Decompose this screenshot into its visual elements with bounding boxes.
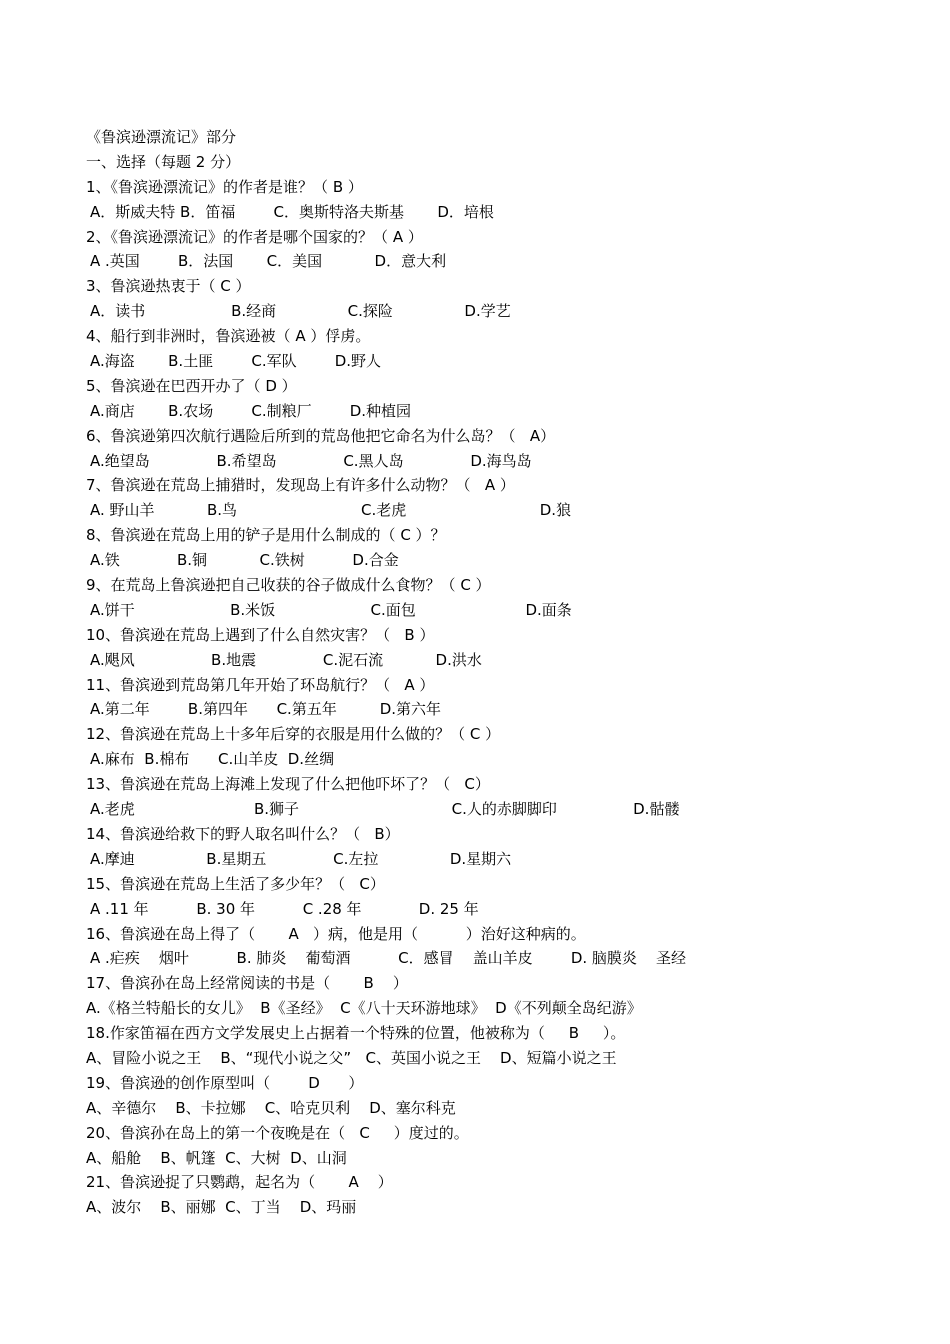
answer-options: A．读书 B.经商 C.探险 D.学艺: [90, 302, 511, 321]
answer-options: A.老虎 B.狮子 C.人的赤脚脚印 D.骷髅: [90, 800, 680, 819]
question-line: 3、鲁滨逊热衷于（ C ）: [86, 277, 251, 296]
answer-options: A.铁 B.铜 C.铁树 D.合金: [90, 551, 399, 570]
question-line: 15、鲁滨逊在荒岛上生活了多少年？（ C）: [86, 874, 385, 893]
question-line: 18.作家笛福在西方文学发展史上占据着一个特殊的位置，他被称为（ B ）。: [86, 1024, 626, 1043]
answer-options: A .疟疾 烟叶 B. 肺炎 葡萄酒 C．感冒 盖山羊皮 D. 脑膜炎 圣经: [90, 949, 686, 968]
answer-options: A. 野山羊 B.鸟 C.老虎 D.狼: [90, 501, 572, 520]
question-line: 1、《鲁滨逊漂流记》的作者是谁？（ B ）: [86, 177, 363, 196]
document-body: [86, 125, 896, 1220]
answer-options: A.麻布 B.棉布 C.山羊皮 D.丝绸: [90, 750, 335, 769]
question-line: A.《格兰特船长的女儿》 B《圣经》 C《八十天环游地球》 D《不列颠全岛纪游》: [86, 999, 642, 1018]
answer-options: A.第二年 B.第四年 C.第五年 D.第六年: [90, 700, 442, 719]
answer-options: A.海盗 B.土匪 C.军队 D.野人: [90, 352, 382, 371]
question-line: 7、鲁滨逊在荒岛上捕猎时，发现岛上有许多什么动物？（ A ）: [86, 476, 515, 495]
question-line: 9、在荒岛上鲁滨逊把自己收获的谷子做成什么食物？（ C ）: [86, 576, 491, 595]
section-heading: 一、选择（每题 2 分）: [86, 152, 241, 171]
question-line: A、冒险小说之王 B、“现代小说之父” C、英国小说之王 D、短篇小说之王: [86, 1048, 617, 1067]
answer-options: A.摩迪 B.星期五 C.左拉 D.星期六: [90, 849, 512, 868]
answer-options: A .11 年 B. 30 年 C .28 年 D. 25 年: [90, 899, 479, 918]
question-line: 20、鲁滨孙在岛上的第一个夜晚是在（ C ）度过的。: [86, 1123, 469, 1142]
question-line: 6、鲁滨逊第四次航行遇险后所到的荒岛他把它命名为什么岛？（ A）: [86, 426, 556, 445]
question-line: 16、鲁滨逊在岛上得了（ A ）病，他是用（ ）治好这种病的。: [86, 924, 586, 943]
document-title: 《鲁滨逊漂流记》部分: [86, 128, 237, 146]
question-line: 10、鲁滨逊在荒岛上遇到了什么自然灾害？（ B ）: [86, 625, 435, 644]
answer-options: A.饼干 B.米饭 C.面包 D.面条: [90, 600, 572, 619]
question-line: A、波尔 B、丽娜 C、丁当 D、玛丽: [86, 1198, 357, 1217]
question-line: A、船舱 B、帆篷 C、大树 D、山洞: [86, 1148, 347, 1167]
question-line: A、辛德尔 B、卡拉娜 C、哈克贝利 D、塞尔科克: [86, 1098, 456, 1117]
question-line: 17、鲁滨孙在岛上经常阅读的书是（ B ）: [86, 974, 408, 993]
question-line: 21、鲁滨逊捉了只鹦鹉，起名为（ A ）: [86, 1173, 393, 1192]
answer-options: A.飓风 B.地震 C.泥石流 D.洪水: [90, 650, 482, 669]
question-line: 8、鲁滨逊在荒岛上用的铲子是用什么制成的（ C ）？: [86, 526, 446, 545]
question-line: 19、鲁滨逊的创作原型叫（ D ）: [86, 1073, 364, 1092]
question-line: 11、鲁滨逊到荒岛第几年开始了环岛航行？（ A ）: [86, 675, 435, 694]
answer-options: A.商店 B.农场 C.制粮厂 D.种植园: [90, 401, 412, 420]
question-line: 14、鲁滨逊给救下的野人取名叫什么？（ B）: [86, 824, 400, 843]
answer-options: A．斯威夫特 B．笛福 C．奥斯特洛夫斯基 D．培根: [90, 202, 494, 221]
question-list: [86, 175, 896, 1220]
answer-options: A .英国 B．法国 C．美国 D．意大利: [90, 252, 447, 271]
question-line: 5、鲁滨逊在巴西开办了（ D ）: [86, 376, 297, 395]
question-line: 13、鲁滨逊在荒岛上海滩上发现了什么把他吓坏了？（ C）: [86, 775, 490, 794]
question-line: 2、《鲁滨逊漂流记》的作者是哪个国家的？（ A ）: [86, 227, 423, 246]
answer-options: A.绝望岛 B.希望岛 C.黑人岛 D.海鸟岛: [90, 451, 532, 470]
question-line: 4、船行到非洲时，鲁滨逊被（ A ）俘虏。: [86, 327, 371, 346]
question-line: 12、鲁滨逊在荒岛上十多年后穿的衣服是用什么做的？（ C ）: [86, 725, 501, 744]
